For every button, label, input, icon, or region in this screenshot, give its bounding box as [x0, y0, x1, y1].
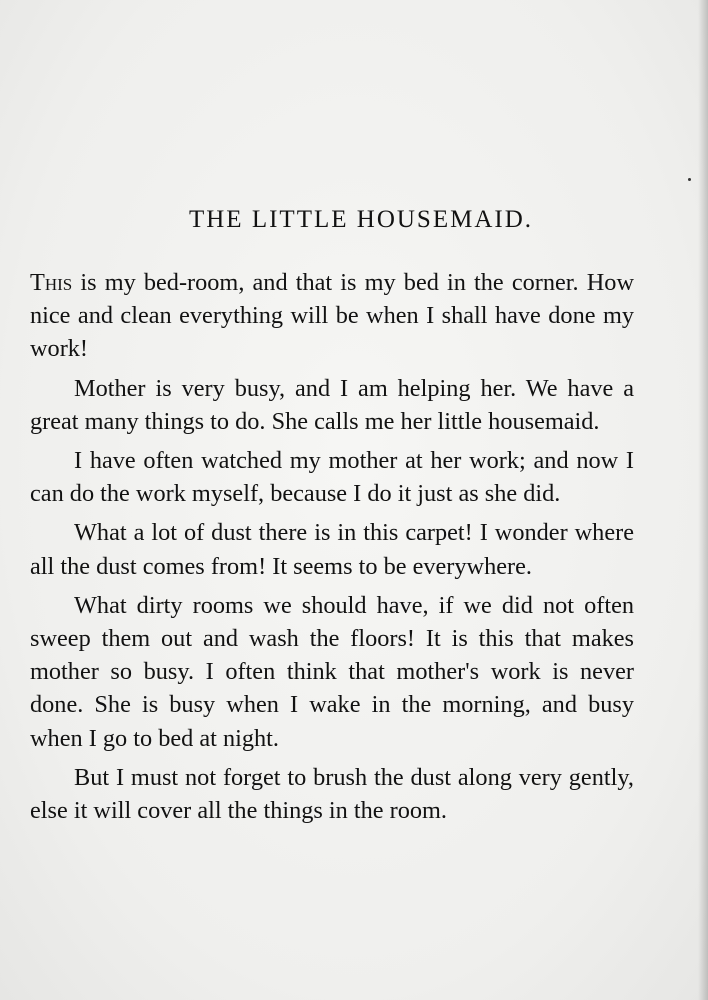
ink-speck — [688, 178, 691, 181]
paragraph-2: Mother is very busy, and I am helping her. We have a great many things to do. She calls me her little housemaid. — [30, 374, 634, 435]
paragraph-6: But I must not forget to brush the dust along very gently, else it will cover all the things in the room. — [30, 763, 634, 825]
paragraph-3: I have often watched my mother at her work; and now I can do the work myself, because I do it just as she did. — [30, 447, 634, 508]
paragraph-text: is my bed-room, and that is my bed in the corner. How nice and clean everything will be when I shall have done my work! — [30, 269, 634, 363]
paragraph-4: What a lot of dust there is in this carpet! I wonder where all the dust comes from! It seems to be everywhere. — [30, 519, 634, 580]
paragraph-1 — [30, 266, 634, 366]
paragraph-lead-word: This — [30, 269, 73, 296]
chapter-title: THE LITTLE HOUSEMAID. — [188, 206, 534, 233]
paragraph-5: What dirty rooms we should have, if we did not often sweep them out and wash the floors! It is this that makes mother so busy. I often think that mother's work is never done. She is busy when I wake in the morning, and busy when I go to bed at night. — [30, 591, 634, 752]
body-text — [30, 266, 634, 833]
page-edge-shadow — [698, 0, 708, 1000]
